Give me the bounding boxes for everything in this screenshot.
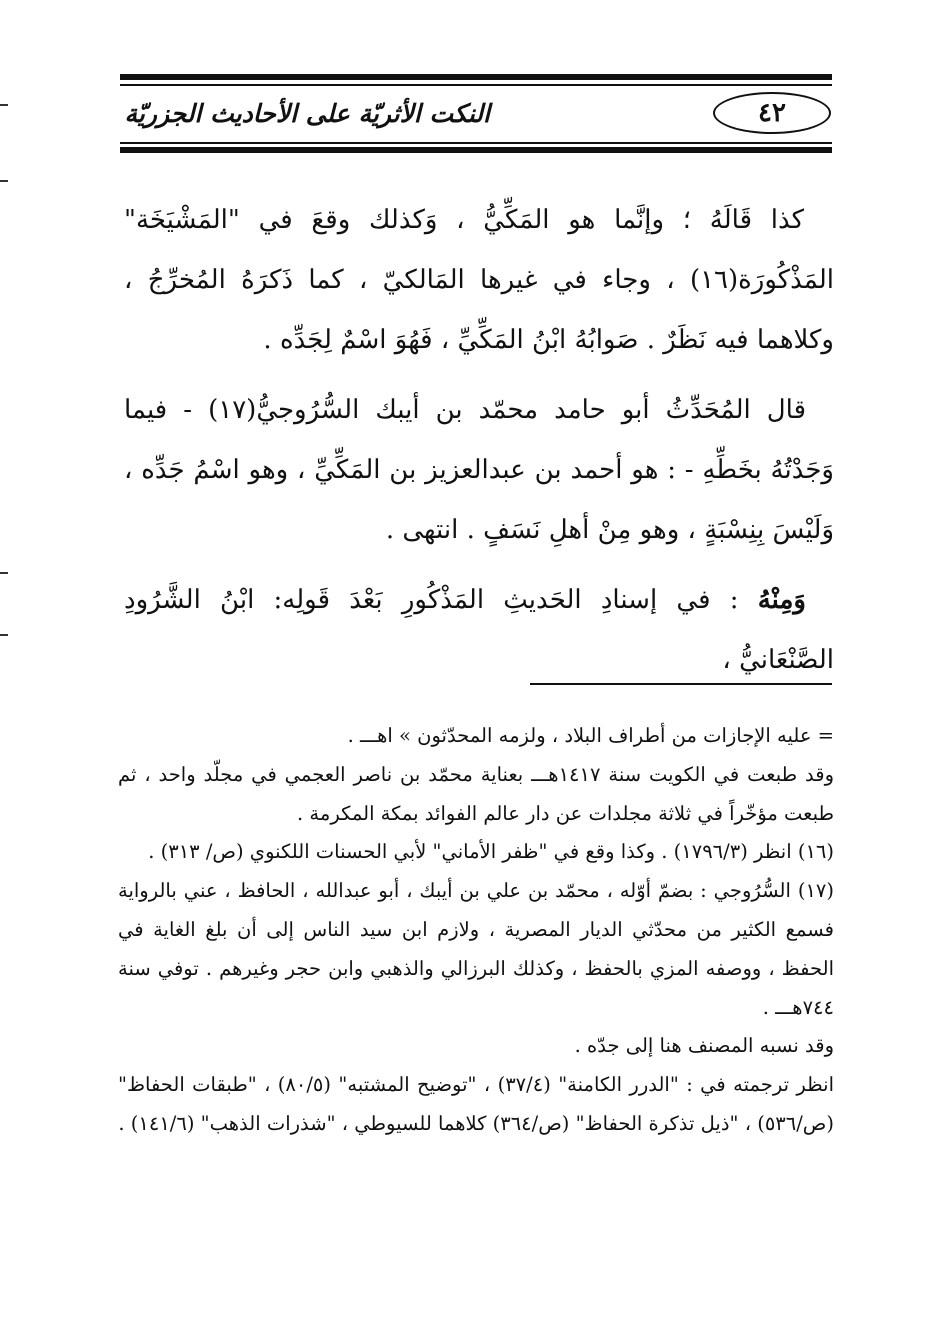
header-rule-top-thick (120, 74, 832, 80)
header-rule-bottom-thin (120, 142, 832, 144)
footnotes (118, 717, 834, 1144)
paragraph-3 (124, 570, 834, 690)
margin-mark (0, 180, 8, 182)
paragraph-3-text: : في إسنادِ الحَديثِ المَذْكُورِ بَعْدَ قَولِه: ابْنُ الشَّرُودِ الصَّنْعَانيُّ ، (124, 585, 834, 675)
footnote-17-note: وقد نسبه المصنف هنا إلى جدّه . (574, 1034, 834, 1058)
paragraph-1: كذا قَالَهُ ؛ وإنَّما هو المَكِّيُّ ، وَكذلك وقعَ في "المَشْيَخَة" المَذْكُورَة(١٦) ، وجاء في غيرها المَالكيّ ، كما ذَكرَهُ المُخرِّجُ ، وكلاهما فيه نَظَرٌ . صَوابُهُ ابْنُ المَكِّيِّ ، فَهُوَ اسْمٌ لِجَدِّه . (124, 205, 834, 355)
header-rule-top-thin (120, 84, 832, 86)
paragraph-2: قال المُحَدِّثُ أبو حامد محمّد بن أيبك السُّرُوجيُّ(١٧) - فيما وَجَدْتُهُ بخَطِّهِ - : هو أحمد بن عبدالعزيز بن المَكِّيِّ ، وهو اسْمُ جَدِّه ، وَلَيْسَ بِنِسْبَةٍ ، وهو مِنْ أهلِ نَسَفٍ . انتهى . (124, 395, 834, 545)
page-number-text: ٤٢ (758, 98, 786, 128)
header-rule-bottom-thick (120, 147, 832, 153)
page-number (713, 92, 831, 134)
footnote-16: (١٦) انظر (١٧٩٦/٣) . وكذا وقع في "ظفر الأماني" لأبي الحسنات اللكنوي (ص/ ٣١٣) . (148, 840, 834, 864)
footnote-continuation-line: = عليه الإجازات من أطراف البلاد ، ولزمه المحدّثون » اهـــ . (347, 724, 834, 747)
main-text (124, 190, 834, 700)
running-title: النكت الأثريّة على الأحاديث الجزريّة (124, 99, 490, 128)
footnote-17: (١٧) السُّرُوجي : بضمّ أوّله ، محمّد بن علي بن أيبك ، أبو عبدالله ، الحافظ ، عني بالرواية فسمع الكثير من محدّثي الديار المصرية ، ولازم ابن سيد الناس إلى أن بلغ الغاية في الحفظ ، ووصفه المزي بالحفظ ، وكذلك البرزالي والذهبي وابن حجر وغيرهم . توفي سنة ٧٤٤هـــ . (118, 879, 834, 1019)
margin-mark (0, 572, 8, 574)
footnote-17-sources: انظر ترجمته في : "الدرر الكامنة" (٣٧/٤) ، "توضيح المشتبه" (٨٠/٥) ، "طبقات الحفاظ" (ص/٥٣٦) ، "ذيل تذكرة الحفاظ" (ص/٣٦٤) كلاهما للسيوطي ، "شذرات الذهب" (١٤١/٦) . (118, 1073, 834, 1135)
lead-word: وَمِنْهُ (757, 585, 806, 615)
margin-mark (0, 634, 8, 636)
footnote-separator (530, 683, 832, 685)
footnote-continuation-para: وقد طبعت في الكويت سنة ١٤١٧هـــ بعناية محمّد بن ناصر العجمي في مجلّد واحد ، ثم طبعت مؤخّراً في ثلاثة مجلدات عن دار عالم الفوائد بمكة المكرمة . (118, 762, 834, 825)
margin-mark (0, 104, 8, 106)
